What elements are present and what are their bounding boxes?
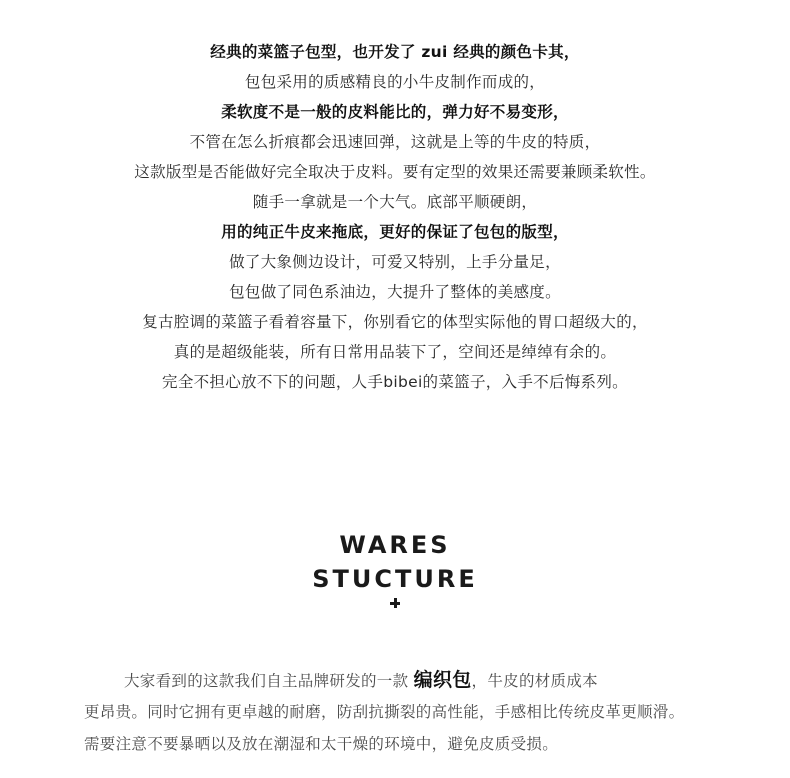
plus-icon (388, 596, 402, 610)
structure-line-1 (84, 664, 774, 696)
description-line: 不管在怎么折痕都会迅速回弹，这就是上等的牛皮的特质， (189, 133, 601, 151)
description-line: 随手一拿就是一个大气。底部平顺硬朗， (252, 193, 538, 211)
description-line: 复古腔调的菜篮子看着容量下，你别看它的体型实际他的胃口超级大的， (142, 313, 648, 331)
description-line: 用的纯正牛皮来拖底，更好的保证了包包的版型， (221, 223, 569, 241)
description-line: 真的是超级能装，所有日常用品装下了，空间还是绰绰有余的。 (173, 343, 617, 361)
description-line: 柔软度不是一般的皮料能比的，弹力好不易变形， (221, 103, 569, 121)
description-line: 做了大象侧边设计，可爱又特别，上手分量足， (229, 253, 561, 271)
description-block (0, 37, 790, 397)
description-line: 经典的菜篮子包型，也开发了 zui 经典的颜色卡其， (210, 43, 580, 61)
structure-line-1-start: 大家看到的这款我们自主品牌研发的一款 (124, 672, 414, 690)
structure-line-3: 需要注意不要暴晒以及放在潮湿和太干燥的环境中，避免皮质受损。 (84, 735, 559, 753)
description-line: 包包采用的质感精良的小牛皮制作而成的， (244, 73, 546, 91)
description-line: 完全不担心放不下的问题，人手bibei的菜篮子，入手不后悔系列。 (162, 373, 628, 391)
section-heading-line-1: WARES (339, 531, 451, 559)
description-line: 这款版型是否能做好完全取决于皮料。要有定型的效果还需要兼顾柔软性。 (134, 163, 656, 181)
structure-text-block (84, 664, 774, 760)
structure-line-1-end: ，牛皮的材质成本 (471, 672, 598, 690)
structure-line-2: 更昂贵。同时它拥有更卓越的耐磨，防刮抗撕裂的高性能，手感相比传统皮革更顺滑。 (84, 703, 685, 721)
description-line: 包包做了同色系油边，大提升了整体的美感度。 (229, 283, 561, 301)
product-name-emphasis: 编织包 (413, 669, 472, 691)
section-heading (0, 528, 790, 596)
section-heading-line-2: STUCTURE (312, 565, 478, 593)
